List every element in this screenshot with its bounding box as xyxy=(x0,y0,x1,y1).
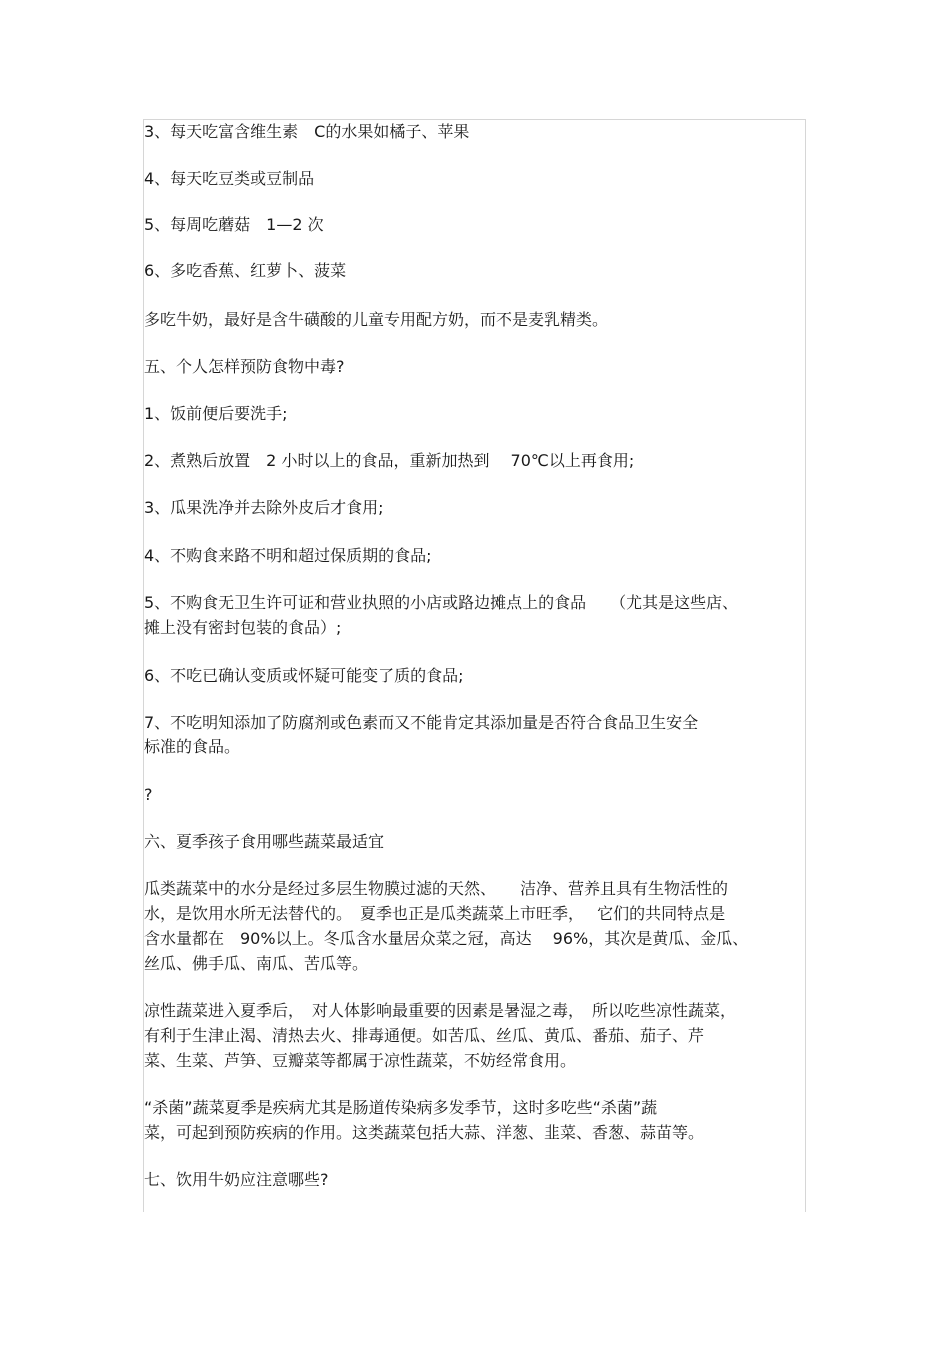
list-item-7b-line1: 7、不吃明知添加了防腐剂或色素而又不能肯定其添加量是否符合食品卫生安全 xyxy=(144,713,699,732)
melon-paragraph-line2: 水，是饮用水所无法替代的。 夏季也正是瓜类蔬菜上市旺季， 它们的共同特点是 xyxy=(144,904,726,923)
list-item-6b: 6、不吃已确认变质或怀疑可能变了质的食品; xyxy=(144,666,464,685)
list-item-2: 2、煮熟后放置 2 小时以上的食品，重新加热到 70℃以上再食用; xyxy=(144,451,635,470)
list-item-6: 6、多吃香蕉、红萝卜、菠菜 xyxy=(144,261,347,280)
question-mark: ? xyxy=(144,785,153,804)
section-heading-7: 七、饮用牛奶应注意哪些? xyxy=(144,1170,329,1189)
list-item-1: 1、饭前便后要洗手; xyxy=(144,404,288,423)
melon-paragraph-line3: 含水量都在 90%以上。冬瓜含水量居众菜之冠，高达 96%，其次是黄瓜、金瓜、 xyxy=(144,929,749,948)
list-item-3: 3、每天吃富含维生素 C的水果如橘子、苹果 xyxy=(144,122,470,141)
cool-veg-paragraph-line3: 菜、生菜、芦笋、豆瓣菜等都属于凉性蔬菜，不妨经常食用。 xyxy=(144,1051,577,1070)
melon-paragraph-line1: 瓜类蔬菜中的水分是经过多层生物膜过滤的天然、 洁净、营养且具有生物活性的 xyxy=(144,879,729,898)
list-item-4b: 4、不购食来路不明和超过保质期的食品; xyxy=(144,546,432,565)
sterilizing-veg-paragraph-line2: 菜，可起到预防疾病的作用。这类蔬菜包括大蒜、洋葱、韭菜、香葱、蒜苗等。 xyxy=(144,1123,705,1142)
list-item-5b-line1: 5、不购食无卫生许可证和营业执照的小店或路边摊点上的食品 （尤其是这些店、 xyxy=(144,593,739,612)
section-heading-6: 六、夏季孩子食用哪些蔬菜最适宜 xyxy=(144,832,385,851)
milk-paragraph: 多吃牛奶，最好是含牛磺酸的儿童专用配方奶，而不是麦乳精类。 xyxy=(144,310,609,329)
sterilizing-veg-paragraph-line1: “杀菌”蔬菜夏季是疾病尤其是肠道传染病多发季节，这时多吃些“杀菌”蔬 xyxy=(144,1098,658,1117)
cool-veg-paragraph-line2: 有利于生津止渴、清热去火、排毒通便。如苦瓜、丝瓜、黄瓜、番茄、茄子、芹 xyxy=(144,1026,705,1045)
list-item-7b-line2: 标准的食品。 xyxy=(144,737,241,756)
list-item-5b-line2: 摊上没有密封包装的食品）; xyxy=(144,618,342,637)
melon-paragraph-line4: 丝瓜、佛手瓜、南瓜、苦瓜等。 xyxy=(144,954,369,973)
list-item-5: 5、每周吃蘑菇 1—2 次 xyxy=(144,215,324,234)
list-item-4: 4、每天吃豆类或豆制品 xyxy=(144,169,315,188)
section-heading-5: 五、个人怎样预防食物中毒? xyxy=(144,357,345,376)
list-item-3b: 3、瓜果洗净并去除外皮后才食用; xyxy=(144,498,384,517)
cool-veg-paragraph-line1: 凉性蔬菜进入夏季后， 对人体影响最重要的因素是暑湿之毒， 所以吃些凉性蔬菜， xyxy=(144,1001,737,1020)
